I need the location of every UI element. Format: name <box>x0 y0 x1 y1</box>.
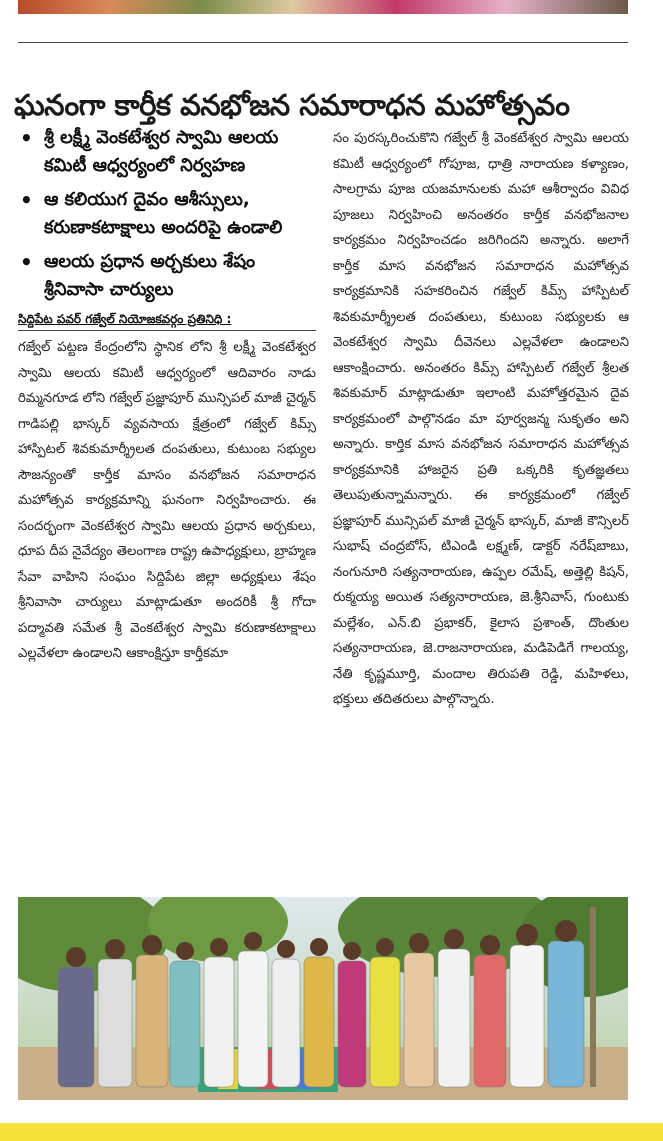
body-text-left: గజ్వేల్ పట్టణ కేంద్రంలోని స్థానిక లోని శ్రీ లక్ష్మీ వెంకటేశ్వర స్వామి ఆలయ కమిటీ ఆధ్వర్యంలో ఆదివారం నాడు రిమ్మనగూడ లోని గజ్వేల్ ప్రజ్ఞాపూర్ మున్సిపల్ మాజీ చైర్మన్ గాడిపల్లి భాస్కర్ వ్యవసాయ క్షేత్రంలో గజ్వేల్ కిమ్స్ హాస్పిటల్ శివకుమార్శ్రీలత దంపతులు, కుటుంబ సభ్యుల సౌజన్యంతో కార్తీక మాసం వనభోజన సమారాధన మహోత్సవ కార్యక్రమాన్ని ఘనంగా నిర్వహించారు. ఈ సందర్భంగా వెంకటేశ్వర స్వామి ఆలయ ప్రధాన అర్చకులు, ధూప దీప నైవేద్యం తెలంగాణ రాష్ట్ర ఉపాధ్యక్షులు, బ్రాహ్మణ సేవా వాహిని సంఘం సిద్దిపేట జిల్లా అధ్యక్షులు శేషం శ్రీనివాసా చార్యులు మాట్లాడుతూ అందరికీ శ్రీ గోదా పద్మావతి సమేత శ్రీ వెంకటేశ్వర స్వామి కరుణాకటాక్షాలు ఎల్లవేళలా ఉండాలని ఆకాంక్షిస్తూ కార్తీకమా <box>18 340 316 661</box>
top-photo-strip <box>18 0 628 14</box>
group-photo-illustration <box>18 897 628 1100</box>
footer-accent-bar <box>0 1123 663 1141</box>
byline-divider <box>18 330 316 331</box>
highlight-item: • ఆలయ ప్రధాన అర్చకులు శేషం శ్రీనివాసా చార్యులు <box>20 250 256 300</box>
article-headline: ఘనంగా కార్తీక వనభోజన సమారాధన మహోత్సవం <box>14 88 570 123</box>
right-column <box>333 126 629 713</box>
header-divider <box>18 42 628 43</box>
highlight-item: • శ్రీ లక్ష్మీ వెంకటేశ్వర స్వామి ఆలయ కమిటీ ఆధ్వర్యంలో నిర్వహణ <box>20 126 279 176</box>
highlights-list <box>18 124 316 304</box>
byline: సిద్దిపేట పవర్ గజ్వేల్ నియోజకవర్గం ప్రతినిధి : <box>18 312 232 326</box>
body-text-right: సం పురస్కరించుకొని గజ్వేల్ శ్రీ వెంకటేశ్వర స్వామి ఆలయ కమిటీ ఆధ్వర్యంలో గోపూజ, ధాత్రి నారాయణ కళ్యాణం, సాలగ్రామ పూజ యజమానులకు మహా ఆశీర్వాదం వివిధ పూజలు నిర్వహించి అనంతరం కార్తీక వనభోజనాల కార్యక్రమం నిర్వహించడం జరిగిందని అన్నారు. అలాగే కార్తీక మాస వనభోజన సమారాధన మహోత్సవ కార్యక్రమానికి సహకరించిన గజ్వేల్ కిమ్స్ హాస్పిటల్ శివకుమార్శ్రీలత దంపతులు, కుటుంబ సభ్యులకు ఆ వెంకటేశ్వర స్వామి దీవెనలు ఎల్లవేళలా ఉండాలని ఆకాంక్షించారు. అనంతరం కిమ్స్ హాస్పిటల్ గజ్వేల్ శ్రీలత శివకుమార్ మాట్లాడుతూ ఇలాంటి మహోత్తరమైన దైవ కార్యక్రమంలో పాల్గొనడం మా పూర్వజన్మ సుకృతం అని అన్నారు. కార్తిక మాస వనభోజన సమారాధన మహోత్సవ కార్యక్రమానికి హాజరైన ప్రతి ఒక్కరికి కృతజ్ఞతలు తెలుపుతున్నామన్నారు. ఈ కార్యక్రమంలో గజ్వేల్ ప్రజ్ఞాపూర్ మున్సిపల్ మాజీ చైర్మన్ భాస్కర్, మాజీ కౌన్సిలర్ సుభాష్ చంద్రబోస్, టిఎండి లక్ష్మణ్, డాక్టర్ నరేష్‌బాబు, నంగునూరి సత్యనారాయణ, ఉప్పల రమేష్, అత్తెల్లి కిషన్, రుక్మయ్య అయిత సత్యనారాయణ, జె.శ్రీనివాస్, గుంటుకు మల్లేశం, ఎన్.బి ప్రభాకర్, కైలాస ప్రశాంత్, దొంతుల సత్యనారాయణ, జె.రాజనారాయణ, మడిపెడిగే గాలయ్య, నేతి కృష్ణమూర్తి, మందాల తిరుపతి రెడ్డి, మహిళలు, భక్తులు తదితరులు పాల్గొన్నారు. <box>333 131 629 707</box>
bullet-icon: • <box>20 188 33 212</box>
left-column <box>18 124 316 667</box>
group-photo <box>18 897 628 1100</box>
bullet-icon: • <box>20 126 33 150</box>
highlight-item: • ఆ కలియుగ దైవం ఆశీస్సులు, కరుణాకటాక్షాలు అందరిపై ఉండాలి <box>20 188 283 238</box>
bullet-icon: • <box>20 250 33 274</box>
